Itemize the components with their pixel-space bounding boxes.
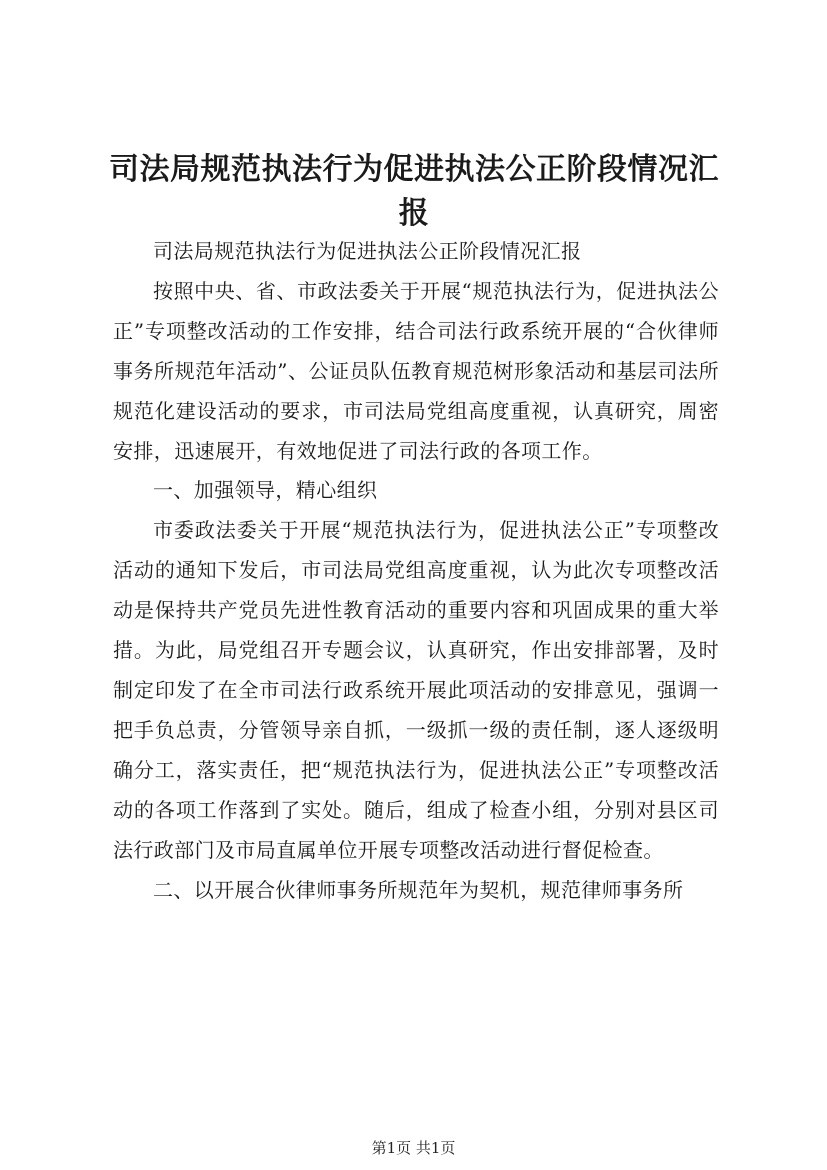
section-heading-1: 一、加强领导，精心组织 bbox=[153, 478, 378, 503]
section-1-paragraph: 市委政法委关于开展“规范执法行为，促进执法公正”专项整改活动的通知下发后，市司法局党组高度重视，认为此次专项整改活动是保持共产党员先进性教育活动的重要内容和巩固成果的重大举措。为此，局党组召开专题会议，认真研究，作出安排部署，及时制定印发了在全市司法行政系统开展此项活动的安排意见，强调一把手负总责，分管领导亲自抓，一级抓一级的责任制，逐人逐级明确分工，落实责任，把“规范执法行为，促进执法公正”专项整改活动的各项工作落到了实处。随后，组成了检查小组，分别对县区司法行政部门及市局直属单位开展专项整改活动进行督促检查。 bbox=[113, 518, 719, 862]
intro-paragraph: 按照中央、省、市政法委关于开展“规范执法行为，促进执法公正”专项整改活动的工作安排，结合司法行政系统开展的“合伙律师事务所规范年活动”、公证员队伍教育规范树形象活动和基层司法所规范化建设活动的要求，市司法局党组高度重视，认真研究，周密安排，迅速展开，有效地促进了司法行政的各项工作。 bbox=[113, 278, 719, 463]
document-body bbox=[113, 232, 719, 910]
document-title: 司法局规范执法行为促进执法公正阶段情况汇报 bbox=[109, 152, 719, 231]
subtitle-paragraph: 司法局规范执法行为促进执法公正阶段情况汇报 bbox=[153, 239, 582, 263]
page-footer: 第1页 共1页 bbox=[371, 1139, 456, 1157]
section-heading-2: 二、以开展合伙律师事务所规范年为契机，规范律师事务所 bbox=[153, 877, 684, 902]
